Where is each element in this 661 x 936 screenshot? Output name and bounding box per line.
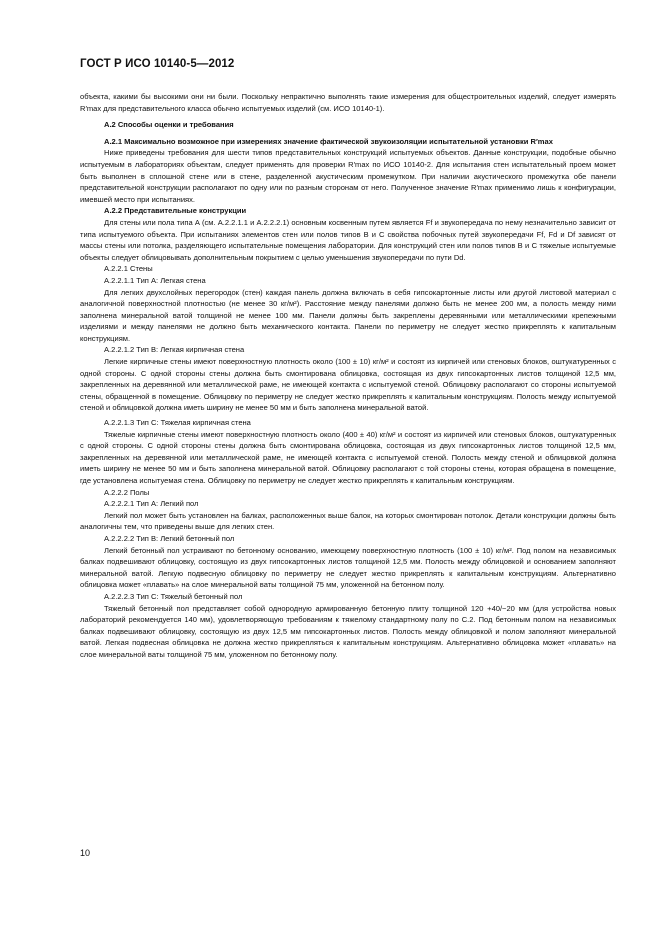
section-heading-a2212: А.2.2.1.2 Тип В: Легкая кирпичная стена [104,345,245,355]
section-heading-a2: А.2 Способы оценки и требования [104,120,234,130]
paragraph-a2213-body: Тяжелые кирпичные стены имеют поверхностную плотность около (400 ± 40) кг/м² и состоят из кирпичей или стеновых блоков, оштукатуренных с одной стороны. С одной стороны стены должна быть смонтирована облицовка, состоящая из двух гипсокартонных листов толщиной 12,5 мм, закрепленных на деревянной или металлической раме, не имеющей контакта с испытуемой стеной. Полость между стеной и облицовкой должна иметь ширину не менее 50 мм и быть заполнена минеральной ватой. Облицовку располагают с той стороны стены, которая обращена в помещение, где установлена испытуемая стена. Облицовку по периметру не следует жестко прикреплять к капитальным конструкциям. [80,429,616,485]
section-heading-a221: А.2.2.1 Стены [104,264,153,274]
paragraph-a2212-body: Легкие кирпичные стены имеют поверхностную плотность около (100 ± 10) кг/м² и состоят из кирпичей или стеновых блоков, оштукатуренных с одной стороны. С одной стороны стены должна быть смонтирована облицовка, состоящая из двух гипсокартонных листов толщиной 12,5 мм, закрепленных на деревянной или металлической раме, не имеющей контакта с испытуемой стеной. Облицовку располагают со стороны испытуемой стены, обращенной в помещение. Облицовку по периметру не следует жестко прикреплять к капитальным конструкциям. Полость между испытуемой стеной и облицовкой должна иметь ширину не менее 50 мм и быть заполнена минеральной ватой. [80,357,616,413]
paragraph-continuation: объекта, какими бы высокими они ни были. Поскольку непрактично выполнять такие измерения для общестроительных изделий, следует измерять R′max для представительного класса обычно испытуемых изделий (см. ИСО 10140-1). [80,92,616,113]
paragraph-a2222-body: Легкий бетонный пол устраивают по бетонному основанию, имеющему поверхностную плотность (100 ± 10) кг/м². Под полом на независимых балках подвешивают облицовку, состоящую из двух гипсокартонных листов толщиной 12,5 мм. Полость между облицовкой и основанием заполняют минеральной ватой. Легкую подвесную облицовку по периметру не следует жестко прикреплять к капитальным конструкциям. Альтернативно облицовка может «плавать» на слое минеральной ваты толщиной 75 мм, уложенной на бетонном полу. [80,545,616,590]
page-number: 10 [80,848,91,858]
section-heading-a2222: А.2.2.2.2 Тип В: Легкий бетонный пол [104,533,235,543]
paragraph-a21-body: Ниже приведены требования для шести типов представительных конструкций испытуемых объектов. Данные конструкции, подобные обычно испытуемым в лабораториях объектам, следует применять для проверки R′max по ИСО 10140-2. Для испытания стен испытательный проем может быть выполнен в сплошной стене или в стене, разделенной акустическим промежутком. При наличии акустического промежутка обе панели представительной конструкции располагают по одну или по разным сторонам от него. Полученное значение R′max применимо лишь к конфигурации, имевшей место при испытаниях. [80,148,616,204]
section-heading-a2213: А.2.2.1.3 Тип С: Тяжелая кирпичная стена [104,418,251,428]
section-heading-a2211: А.2.2.1.1 Тип А: Легкая стена [104,275,206,285]
section-heading-a2223: А.2.2.2.3 Тип С: Тяжелый бетонный пол [104,591,243,601]
section-heading-a2221: А.2.2.2.1 Тип А: Легкий пол [104,499,199,509]
section-heading-a21: А.2.1 Максимально возможное при измерениях значение фактической звукоизоляции испытательной установки R′max [104,136,553,146]
document-header: ГОСТ Р ИСО 10140-5—2012 [80,58,235,70]
document-page [80,58,616,661]
section-heading-a222: А.2.2.2 Полы [104,487,150,497]
paragraph-a2221-body: Легкий пол может быть установлен на балках, расположенных выше балок, на которых смонтирован потолок. Детали конструкции должны быть аналогичны тем, что приведены выше для легких стен. [80,510,616,532]
paragraph-a2223-body: Тяжелый бетонный пол представляет собой однородную армированную бетонную плиту толщиной 120 +40/−20 мм (для устройства новых лабораторий рекомендуется 140 мм), удовлетворяющую требованиям к тяжелому стандартному полу по С.2. Под бетонным полом на независимых балках подвешивают облицовку, состоящую из двух 12,5 мм гипсокартонных листов. Полость между облицовкой и полом заполняют минеральной ватой. Легкая подвесная облицовка не должна жестко прикрепляться к капитальным конструкциям. Альтернативно облицовка может «плавать» на слое минеральной ваты толщиной 75 мм, уложенном по бетонному полу. [80,603,616,659]
paragraph-a22-body: Для стены или пола типа А (см. А.2.2.1.1 и А.2.2.2.1) основным косвенным путем является Ff и звукопередача по нему незначительно зависит от типа испытуемого объекта. При испытаниях элементов стен или полов типов В и С свойства побочных путей звукопередачи Ff, Fd и Df зависят от массы стены или потолка, разделяющего испытательные помещения лаборатории. Для конструкций стен или полов типов В и С тяжелые испытуемые объекты следует облицовывать дополнительным покрытием с целью уменьшения звукопередачи по пути Dd. [80,217,616,262]
paragraph-a2211-body: Для легких двухслойных перегородок (стен) каждая панель должна включать в себя гипсокартонные листы или другой листовой материал с аналогичной поверхностной плотностью (не менее 30 кг/м²). Расстояние между панелями должно быть не менее 200 мм, а полость между ними заполнена минеральной ватой толщиной не менее 100 мм. Панели должны быть закреплены деревянными или металлическими крепежными изделиями и между панелями не должно быть механического контакта. Панели по периметру не следует жестко прикреплять к капитальным конструкциям. [80,287,616,343]
section-heading-a22: А.2.2 Представительные конструкции [104,206,247,216]
